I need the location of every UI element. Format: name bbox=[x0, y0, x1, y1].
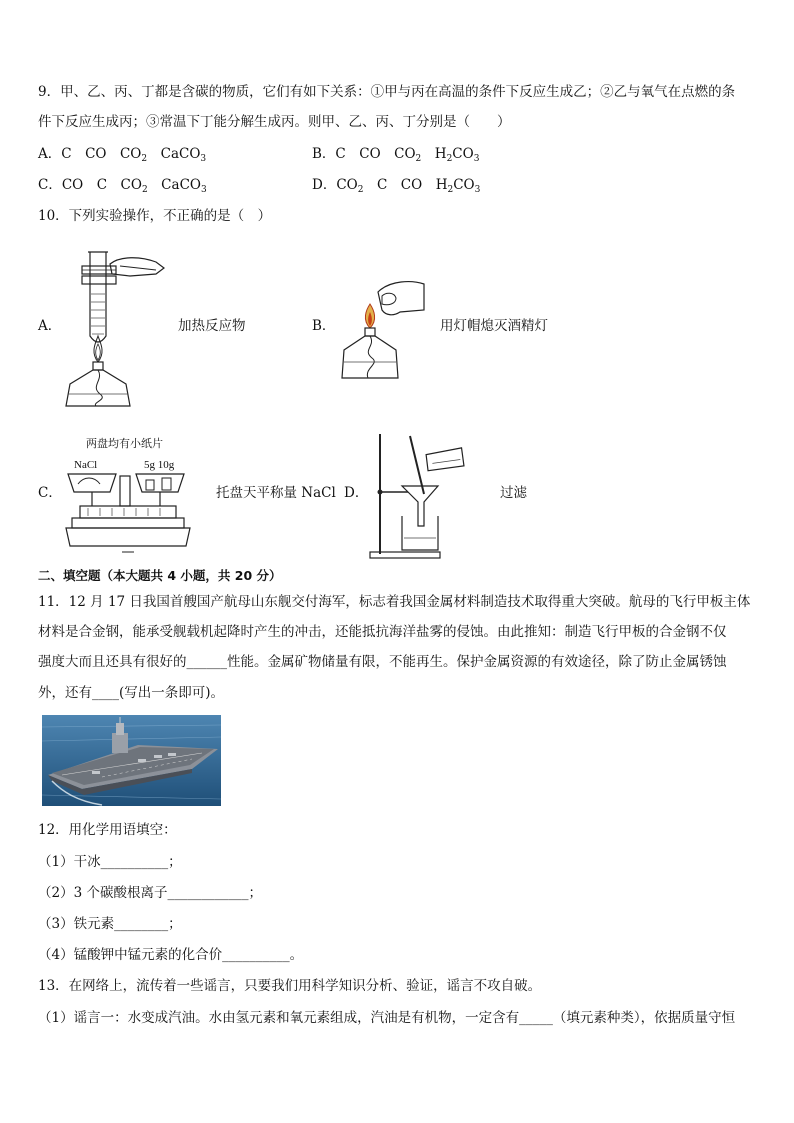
q12-item-1: （1）干冰__________； bbox=[38, 854, 182, 870]
q11-line1: 11．12 月 17 日我国首艘国产航母山东舰交付海军，标志着我国金属材料制造技术取得重大突破。航母的飞行甲板主体 bbox=[38, 594, 751, 610]
section-2-heading: 二、填空题（本大题共 4 小题，共 20 分） bbox=[38, 568, 282, 583]
q9-option-b: B．C CO $CO_2$ $H_2CO_3$ bbox=[312, 146, 480, 164]
q9-stem-line2: 件下反应生成丙；③常温下丁能分解生成丙。则甲、乙、丙、丁分别是（ ） bbox=[38, 114, 511, 130]
q11-line2: 材料是合金钢，能承受舰载机起降时产生的冲击，还能抵抗海洋盐雾的侵蚀。由此推知：制造飞行甲板的合金钢不仅 bbox=[38, 624, 727, 640]
q10-option-c-caption: 托盘天平称量 NaCl bbox=[216, 485, 336, 501]
q12-item-4: （4）锰酸钾中锰元素的化合价__________。 bbox=[38, 947, 304, 963]
q9-option-a: A．C CO $CO_2$ CaCO$_3$ bbox=[38, 146, 207, 164]
aircraft-carrier-photo bbox=[42, 715, 221, 806]
q9-option-c: C．CO C $CO_2$ CaCO$_3$ bbox=[38, 177, 207, 195]
q10-option-a-label: A． bbox=[38, 318, 62, 334]
q12-stem: 12．用化学用语填空： bbox=[38, 822, 177, 838]
q11-line4: 外，还有____(写出一条即可)。 bbox=[38, 685, 225, 701]
heating-test-tube-figure bbox=[60, 244, 170, 414]
filtration-figure bbox=[366, 430, 476, 560]
lamp-cap-figure bbox=[338, 276, 438, 386]
q10-option-c-label: C． bbox=[38, 485, 62, 501]
balance-right-label: 5g 10g bbox=[144, 459, 175, 471]
q9-stem-line1: 9．甲、乙、丙、丁都是含碳的物质，它们有如下关系：①甲与丙在高温的条件下反应生成乙；②乙与氧气在点燃的条 bbox=[38, 84, 736, 100]
q10-option-b-label: B． bbox=[312, 318, 336, 334]
q11-line3: 强度大而且还具有很好的______性能。金属矿物储量有限，不能再生。保护金属资源的有效途径，除了防止金属锈蚀 bbox=[38, 654, 727, 670]
q12-item-2: （2）3 个碳酸根离子____________； bbox=[38, 885, 262, 901]
q10-option-c-note: 两盘均有小纸片 bbox=[86, 437, 163, 450]
q10-option-d-label: D． bbox=[344, 485, 369, 501]
q10-option-d-caption: 过滤 bbox=[500, 485, 527, 501]
balance-figure bbox=[62, 450, 202, 556]
q9-option-d: D．$CO_2$ C CO $H_2CO_3$ bbox=[312, 177, 481, 195]
balance-left-label: NaCl bbox=[74, 459, 98, 471]
q10-option-a-caption: 加热反应物 bbox=[178, 318, 246, 334]
q10-stem: 10．下列实验操作，不正确的是（ ） bbox=[38, 208, 272, 224]
q13-item-1: （1）谣言一：水变成汽油。水由氢元素和氧元素组成，汽油是有机物，一定含有_____（填元素种类），依据质量守恒 bbox=[38, 1010, 736, 1026]
q10-option-b-caption: 用灯帽熄灭酒精灯 bbox=[440, 318, 548, 334]
q13-stem: 13．在网络上，流传着一些谣言，只要我们用科学知识分析、验证，谣言不攻自破。 bbox=[38, 978, 542, 994]
q12-item-3: （3）铁元素________； bbox=[38, 916, 182, 932]
